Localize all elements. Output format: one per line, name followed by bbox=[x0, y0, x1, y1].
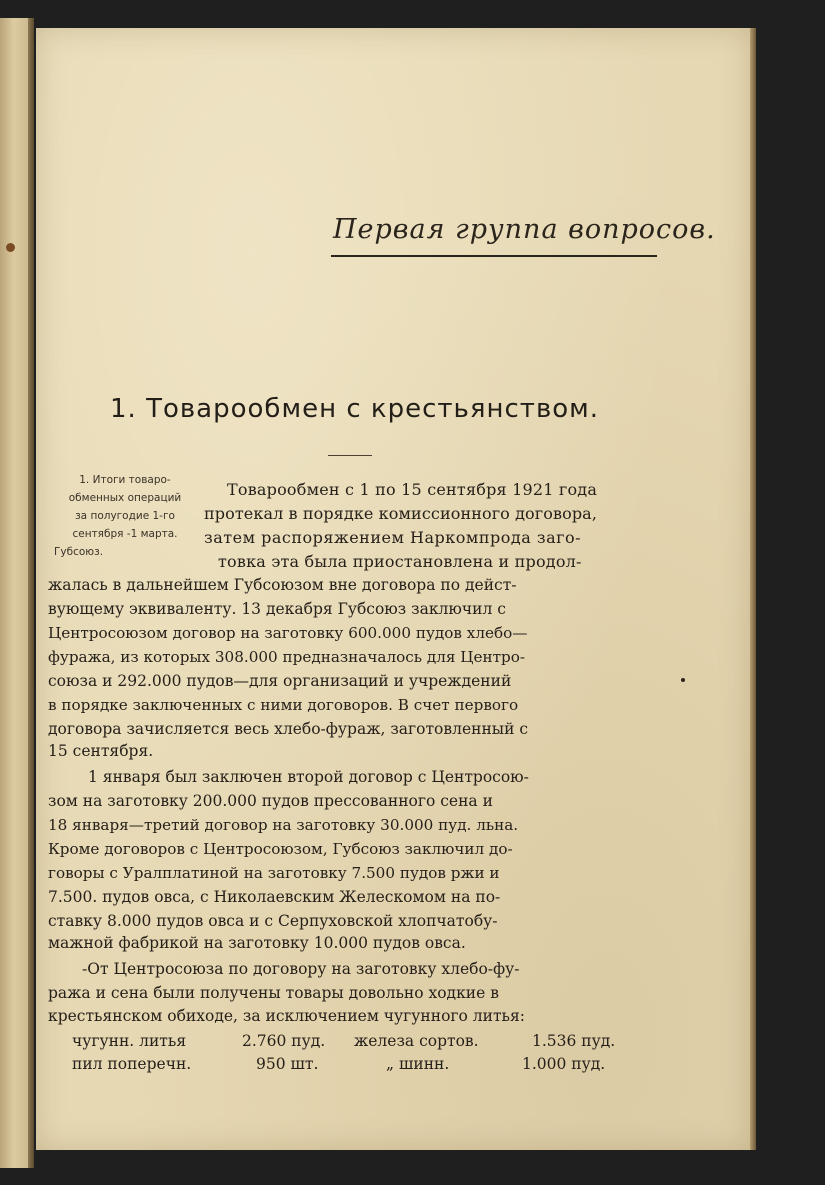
body-line: 15 сентября. bbox=[48, 742, 154, 760]
body-line: протекал в порядке комиссионного договора, bbox=[204, 504, 598, 523]
margin-note-line: обменных операций bbox=[68, 492, 182, 504]
body-line: мажной фабрикой на заготовку 10.000 пудов овса. bbox=[48, 934, 466, 952]
group-heading: Первая группа вопросов. bbox=[333, 214, 716, 245]
body-line: 1 января был заключен второй договор с Центросою- bbox=[88, 768, 529, 786]
right-page-edge bbox=[750, 28, 756, 1150]
body-line: крестьянском обиходе, за исключением чугунного литья: bbox=[48, 1007, 525, 1025]
page-edge-shadow bbox=[28, 18, 34, 1168]
body-line: Товарообмен с 1 по 15 сентября 1921 года bbox=[227, 480, 598, 499]
body-line: ража и сена были получены товары довольно ходкие в bbox=[48, 984, 499, 1002]
ink-dot bbox=[681, 678, 685, 682]
document-page bbox=[36, 28, 750, 1150]
left-page-edge bbox=[0, 18, 34, 1168]
body-line: Кроме договоров с Центросоюзом, Губсоюз заключил до- bbox=[48, 840, 513, 858]
body-line: жалась в дальнейшем Губсоюзом вне договора по дейст- bbox=[48, 576, 517, 594]
heading-underline bbox=[331, 255, 657, 257]
margin-note-line: сентября -1 марта. bbox=[72, 528, 178, 540]
table-cell: чугунн. литья bbox=[72, 1032, 187, 1050]
body-line: товка эта была приостановлена и продол- bbox=[218, 552, 582, 571]
margin-note-line: 1. Итоги товаро- bbox=[79, 474, 171, 486]
body-line: фуража, из которых 308.000 предназначалось для Центро- bbox=[48, 648, 526, 666]
margin-note-line: за полугодие 1-го bbox=[75, 510, 175, 522]
table-cell: 1.000 пуд. bbox=[522, 1055, 606, 1073]
binding-hole bbox=[6, 243, 15, 252]
table-cell: пил поперечн. bbox=[72, 1055, 192, 1073]
table-cell: 2.760 пуд. bbox=[242, 1032, 326, 1050]
body-line: в порядке заключенных с ними договоров. В счет первого bbox=[48, 696, 519, 714]
body-line: затем распоряжением Наркомпрода заго- bbox=[204, 528, 582, 547]
body-line: 7.500. пудов овса, с Николаевским Желескомом на по- bbox=[48, 888, 501, 906]
body-line: союза и 292.000 пудов—для организаций и учреждений bbox=[48, 672, 512, 690]
table-cell: железа сортов. bbox=[354, 1032, 479, 1050]
body-line: зом на заготовку 200.000 пудов прессованного сена и bbox=[48, 792, 493, 810]
margin-note bbox=[46, 471, 204, 561]
body-line: -От Центросоюза по договору на заготовку хлебо-фу- bbox=[82, 960, 520, 978]
title-divider bbox=[328, 455, 372, 456]
body-line: Центросоюзом договор на заготовку 600.000 пудов хлебо— bbox=[48, 624, 528, 642]
body-line: 18 января—третий договор на заготовку 30.000 пуд. льна. bbox=[48, 816, 519, 834]
table-cell: 1.536 пуд. bbox=[532, 1032, 616, 1050]
table-cell: „ шинн. bbox=[386, 1055, 450, 1073]
body-line: говоры с Уралплатиной на заготовку 7.500 пудов ржи и bbox=[48, 864, 500, 882]
section-title: 1. Товарообмен с крестьянством. bbox=[110, 394, 600, 424]
body-line: вующему эквиваленту. 13 декабря Губсоюз заключил с bbox=[48, 600, 506, 618]
table-cell: 950 шт. bbox=[256, 1055, 319, 1073]
margin-note-line: Губсоюз. bbox=[54, 546, 104, 558]
body-line: договора зачисляется весь хлебо-фураж, заготовленный с bbox=[48, 720, 529, 738]
body-line: ставку 8.000 пудов овса и с Серпуховской хлопчатобу- bbox=[48, 912, 498, 930]
